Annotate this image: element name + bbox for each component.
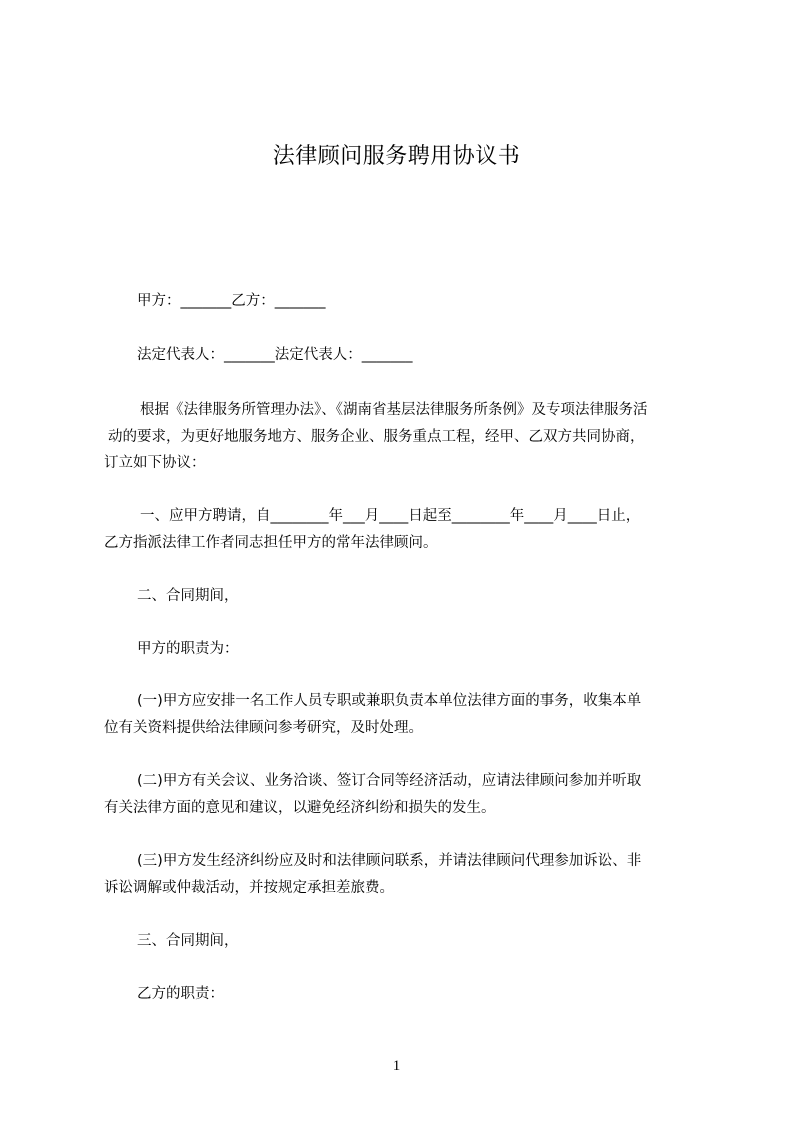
- party-b-duties-heading: 乙方的职责：: [137, 986, 224, 1002]
- duty-3-line-2: 诉讼调解或仲裁活动，并按规定承担差旅费。: [104, 880, 394, 896]
- duty-2-line-1: (二)甲方有关会议、业务洽谈、签订合同等经济活动，应请法律顾问参加并听取: [137, 773, 642, 789]
- clause-1-line-2: 乙方指派法律工作者同志担任甲方的常年法律顾问。: [104, 535, 438, 551]
- document-title: 法律顾问服务聘用协议书: [272, 144, 521, 169]
- representatives-line: 法定代表人：_______法定代表人：_______: [137, 347, 413, 363]
- duty-1-line-2: 位有关资料提供给法律顾问参考研究，及时处理。: [104, 720, 423, 736]
- clause-1-line-1: 一、应甲方聘请，自________年___月____日起至________年____月____日止，: [140, 508, 641, 524]
- preamble-line-3: 订立如下协议：: [104, 455, 206, 471]
- duty-2-line-2: 有关法律方面的意见和建议，以避免经济纠纷和损失的发生。: [104, 800, 496, 816]
- party-a-duties-heading: 甲方的职责为：: [137, 641, 239, 657]
- duty-1-line-1: (一)甲方应安排一名工作人员专职或兼职负责本单位法律方面的事务，收集本单: [137, 693, 642, 709]
- preamble-line-2: 动的要求，为更好地服务地方、服务企业、服务重点工程，经甲、乙双方共同协商，: [108, 429, 645, 445]
- preamble-line-1: 根据《法律服务所管理办法》、《湖南省基层法律服务所条例》及专项法律服务活: [140, 402, 648, 418]
- clause-3-heading: 三、合同期间，: [137, 933, 239, 949]
- page-number: 1: [392, 1058, 401, 1074]
- duty-3-line-1: (三)甲方发生经济纠纷应及时和法律顾问联系，并请法律顾问代理参加诉讼、非: [137, 853, 642, 869]
- clause-2-heading: 二、合同期间，: [137, 588, 239, 604]
- parties-line: 甲方：_______乙方：_______: [137, 293, 326, 309]
